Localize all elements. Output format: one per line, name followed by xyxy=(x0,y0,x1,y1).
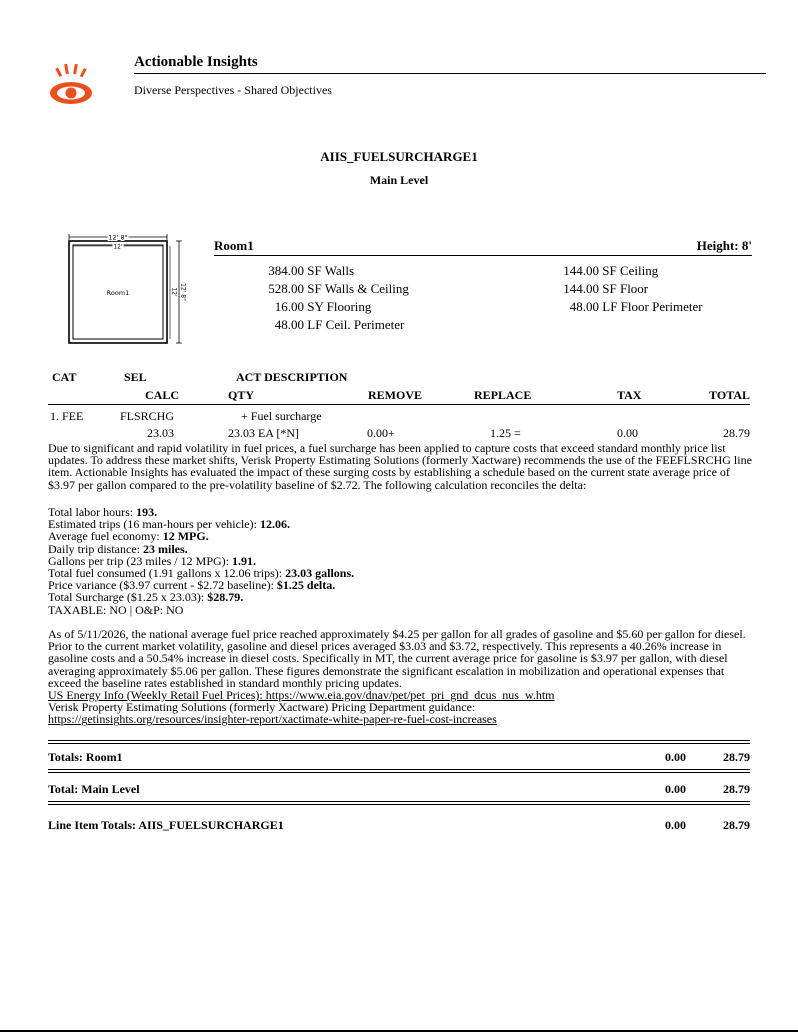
room-name: Room1 xyxy=(214,238,254,253)
note-market: As of 5/11/2026, the national average fuel price reached approximately $4.25 per gallon for all grades of gasoline and $5.60 per gallon for diesel. Prior to the current market volatility, gasoline and diesel prices averaged $3.03 and $3.72, respectively. This represents a 40.26% increase in gasoline costs and a 50.54% increase in diesel costs. Specifically in MT, the current average price for gasoline is $3.97 per gallon, with diesel averaging approximately $5.06 per gallon. These figures demonstrate the significant escalation in mobilization and operational expenses that exceed the baseline rates established in standard monthly pricing updates. US Energy Info (Weekly Retail Fuel Prices): https://www.eia.gov/dnav/pet/pet_pri_gnd_dcus_nus_w.htm Verisk Property Estimating Solutions (formerly Xactware) Pricing Department guidance: https://getinsights.org/resources/insighter-report/xactimate-white-paper-re-fuel-cost-increases xyxy=(48,628,758,726)
calc-line: Daily trip distance: 23 miles. xyxy=(48,541,188,556)
note-calculation xyxy=(48,506,758,616)
col-header-tax: TAX xyxy=(617,388,642,402)
source-verisk-label: Verisk Property Estimating Solutions (formerly Xactware) Pricing Department guidance: xyxy=(48,700,476,715)
totals-divider xyxy=(48,801,750,802)
totals-divider xyxy=(48,740,750,741)
col-header-sel: SEL xyxy=(124,370,147,384)
document-level: Main Level xyxy=(369,173,429,187)
calc-line: Estimated trips (16 man-hours per vehicle): 12.06. xyxy=(48,517,290,532)
company-tagline: Diverse Perspectives - Shared Objectives xyxy=(134,83,332,97)
col-header-act-description: ACT DESCRIPTION xyxy=(236,370,348,384)
table-header-divider xyxy=(48,404,750,405)
calc-line: Average fuel economy: 12 MPG. xyxy=(48,529,209,544)
col-header-calc: CALC xyxy=(145,388,180,402)
calc-line: Gallons per trip (23 miles / 12 MPG): 1.91. xyxy=(48,553,256,568)
item-sel: FLSRCHG xyxy=(120,409,175,423)
item-description: + Fuel surcharge xyxy=(241,409,322,423)
sketch-dim-top-inner: 12' xyxy=(113,243,123,251)
item-cat: 1. FEE xyxy=(50,409,84,423)
measurement-item: 144.00 SF Floor xyxy=(563,281,649,296)
calc-line: Price variance ($3.97 current - $2.72 baseline): $1.25 delta. xyxy=(48,578,336,593)
item-remove: 0.00+ xyxy=(367,426,395,440)
measurement-item: 528.00 SF Walls & Ceiling xyxy=(268,281,409,296)
note-intro: Due to significant and rapid volatility in fuel prices, a fuel surcharge has been applied to capture costs that exceed standard monthly price list updates. To address these market shifts, Verisk Property Estimating Solutions (formerly Xactware) recommends the use of the FEEFLSRCHG line item. Actionable Insights has evaluated the impact of these surging costs by establishing a schedule based on the current state average price of $3.97 per gallon compared to the pre-volatility baseline of $2.72. The following calculation reconciles the delta: xyxy=(48,441,752,492)
item-tax: 0.00 xyxy=(617,426,638,440)
item-qty: 23.03 EA [*N] xyxy=(228,426,299,440)
col-header-total: TOTAL xyxy=(709,388,750,402)
sketch-room-label: Room1 xyxy=(106,289,130,297)
col-header-replace: REPLACE xyxy=(474,388,532,402)
totals-divider xyxy=(48,743,750,744)
page-bottom-border xyxy=(0,1030,798,1032)
col-header-remove: REMOVE xyxy=(368,388,422,402)
room-height: Height: 8' xyxy=(696,238,752,253)
header-divider xyxy=(134,73,766,74)
measurement-item: 48.00 LF Floor Perimeter xyxy=(569,299,703,314)
measurement-item: 48.00 LF Ceil. Perimeter xyxy=(274,317,405,332)
col-header-qty: QTY xyxy=(228,388,255,402)
document-title: AIIS_FUELSURCHARGE1 xyxy=(320,149,478,164)
room-divider xyxy=(214,255,752,256)
calc-line: Total labor hours: 193. xyxy=(48,505,158,519)
sketch-dim-side-inner: 12' xyxy=(170,287,178,297)
source-link-getinsights[interactable]: https://getinsights.org/resources/insighter-report/xactimate-white-paper-re-fuel-cost-increases xyxy=(48,712,497,727)
measurement-item: 16.00 SY Flooring xyxy=(274,299,372,314)
item-calc: 23.03 xyxy=(147,426,174,440)
totals-divider xyxy=(48,772,750,773)
calc-line: Total fuel consumed (1.91 gallons x 12.06 trips): 23.03 gallons. xyxy=(48,566,355,581)
item-total: 28.79 xyxy=(723,426,750,440)
room-sketch-diagram xyxy=(62,232,187,352)
totals-divider xyxy=(48,804,750,805)
measurement-item: 144.00 SF Ceiling xyxy=(563,263,659,278)
item-replace: 1.25 = xyxy=(490,426,521,440)
sketch-dim-side: 12' 8" xyxy=(179,283,187,301)
company-logo-eye-icon xyxy=(48,60,96,108)
totals-divider xyxy=(48,769,750,770)
source-link-eia[interactable]: US Energy Info (Weekly Retail Fuel Prices): https://www.eia.gov/dnav/pet/pet_pri_gnd_dcus_nus_w.htm xyxy=(48,688,555,703)
sketch-dim-top: 12' 8" xyxy=(108,233,128,242)
company-name: Actionable Insights xyxy=(134,54,258,70)
taxable-line: TAXABLE: NO | O&P: NO xyxy=(48,602,184,617)
measurement-item: 384.00 SF Walls xyxy=(268,263,355,278)
col-header-cat: CAT xyxy=(52,370,77,384)
calc-line: Total Surcharge ($1.25 x 23.03): $28.79. xyxy=(48,590,244,605)
